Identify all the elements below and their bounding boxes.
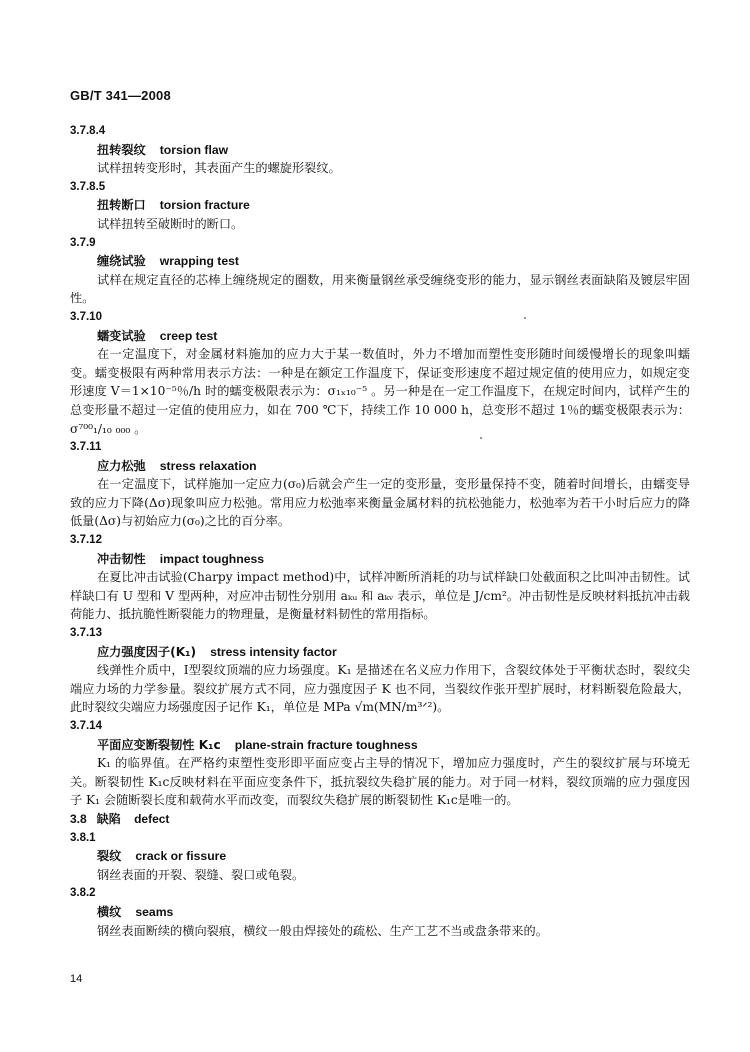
definition-text: 在一定温度下，对金属材料施加的应力大于某一数值时，外力不增加而塑性变形随时间缓慢增长的现象叫蠕变。蠕变极限有两种常用表示方法：一种是在额定工作温度下，保证变形速度不超过规定值的使用应力，如规定变形速度 V＝1×10⁻⁵％/h 时的蠕变极限表示为：σ₁ₓ₁₀⁻⁵ 。另一种是在一定工作温度下，在规定时间内，试样产生的总变形量不超过一定值的使用应力，如在 700 ℃下，持续工作 10 000 h，总变形不超过 1％的蠕变极限表示为：σ⁷⁰⁰₁/₁₀ ₀₀₀ 。 — [70, 347, 690, 436]
term-line — [70, 903, 690, 922]
clause-entry — [70, 531, 690, 624]
clause-number: 3.7.13 — [70, 627, 102, 640]
term-en: impact toughness — [159, 551, 265, 566]
term-line — [70, 550, 690, 569]
definition-text: 钢丝表面的开裂、裂缝、裂口或龟裂。 — [97, 867, 305, 882]
clause-entry — [70, 438, 690, 531]
term-en: wrapping test — [159, 254, 239, 269]
clause-number: 3.7.10 — [70, 310, 102, 323]
clause-entry — [70, 178, 690, 234]
page-number: 14 — [70, 973, 83, 985]
section-title-en: defect — [134, 811, 170, 826]
definition-text: 在夏比冲击试验(Charpy impact method)中，试样冲断所消耗的功与试样缺口处截面积之比叫冲击韧性。试样缺口有 U 型和 V 型两种，对应冲击韧性分别用 aₖᵤ 和 aₖᵥ 表示，单位是 J/cm²。冲击韧性是反映材料抵抗冲击载荷能力、抵抗脆性断裂能力的物理量，是衡量材料韧性的常用指标。 — [70, 570, 690, 622]
clause-number: 3.7.14 — [70, 720, 102, 732]
term-en: torsion fracture — [159, 198, 250, 213]
term-line — [70, 252, 690, 271]
definition-text: 钢丝表面断续的横向裂痕，横纹一般由焊接处的疏松、生产工艺不当或盘条带来的。 — [97, 923, 548, 938]
clause-number: 3.7.11 — [70, 441, 102, 454]
term-zh: 蠕变试验 — [97, 328, 146, 343]
document-body — [70, 122, 690, 940]
term-zh: 平面应变断裂韧性 K₁c — [97, 737, 221, 752]
term-zh: 冲击韧性 — [97, 551, 146, 566]
clause-number: 3.7.8.4 — [70, 125, 106, 137]
definition-text: 线弹性介质中，Ⅰ型裂纹顶端的应力场强度。K₁ 是描述在名义应力作用下，含裂纹体处于平衡状态时，裂纹尖端应力场的力学参量。裂纹扩展方式不同，应力强度因子 K 也不同，当裂纹作张开型扩展时，材料断裂危险最大，此时裂纹尖端应力场强度因子记作 K₁，单位是 MPa √m(MN/m³ᐟ²)。 — [70, 663, 690, 715]
term-zh: 裂纹 — [97, 849, 122, 864]
term-zh: 横纹 — [97, 904, 122, 919]
clause-number: 3.7.12 — [70, 534, 102, 547]
clause-entry — [70, 624, 690, 717]
clause-number: 3.7.9 — [70, 236, 96, 249]
term-line — [70, 141, 690, 160]
entries-list — [70, 122, 690, 810]
term-en: seams — [135, 904, 174, 919]
term-zh: 缠绕试验 — [97, 254, 146, 269]
scan-speck — [480, 437, 482, 439]
clause-number: 3.8.1 — [70, 831, 96, 844]
clause-entry — [70, 122, 690, 178]
term-zh: 应力强度因子(K₁) — [97, 644, 197, 659]
term-line — [70, 643, 690, 662]
clause-number: 3.8.2 — [70, 887, 96, 900]
term-en: torsion flaw — [159, 142, 229, 157]
clause-entry — [70, 884, 690, 940]
term-zh: 扭转裂纹 — [97, 142, 146, 157]
clause-number: 3.7.8.5 — [70, 180, 106, 193]
definition-text: 试样在规定直径的芯棒上缠绕规定的圈数，用来衡量钢丝承受缠绕变形的能力，显示钢丝表面缺陷及镀层牢固性。 — [70, 272, 690, 306]
term-zh: 扭转断口 — [97, 198, 146, 213]
term-line — [70, 327, 690, 346]
term-line — [70, 457, 690, 476]
term-en: stress intensity factor — [210, 644, 337, 659]
definition-text: 试样扭转变形时，其表面产生的螺旋形裂纹。 — [97, 161, 341, 176]
entries-list-defect — [70, 829, 690, 941]
section-title-zh: 缺陷 — [96, 811, 121, 826]
term-line — [70, 847, 690, 866]
clause-entry — [70, 829, 690, 885]
term-en: crack or fissure — [135, 849, 227, 864]
definition-text: 在一定温度下，试样施加一定应力(σ₀)后就会产生一定的变形量，变形量保持不变，随着时间增长，由蠕变导致的应力下降(Δσ)现象叫应力松弛。常用应力松弛率来衡量金属材料的抗松弛能力，松弛率为若干小时后应力的降低量(Δσ)与初始应力(σ₀)之比的百分率。 — [70, 477, 690, 529]
term-zh: 应力松弛 — [97, 458, 146, 473]
section-heading — [70, 810, 690, 829]
clause-entry — [70, 234, 690, 308]
term-en: stress relaxation — [159, 458, 257, 473]
term-en: plane-strain fracture toughness — [234, 737, 418, 752]
section-number: 3.8 — [70, 811, 87, 826]
definition-text: 试样扭转至破断时的断口。 — [97, 216, 244, 231]
definition-text: K₁ 的临界值。在严格约束塑性变形即平面应变占主导的情况下，增加应力强度时，产生的裂纹扩展与环境无关。断裂韧性 K₁c反映材料在平面应变条件下，抵抗裂纹失稳扩展的能力。对于同一材料，裂纹顶端的应力强度因子 K₁ 会随断裂长度和载荷水平而改变，而裂纹失稳扩展的断裂韧性 K₁c是唯一的。 — [70, 756, 690, 808]
standard-code-header: GB/T 341—2008 — [70, 88, 171, 103]
scan-speck — [524, 317, 526, 319]
clause-entry — [70, 308, 690, 438]
term-line — [70, 736, 690, 755]
term-line — [70, 196, 690, 215]
clause-entry — [70, 717, 690, 810]
term-en: creep test — [159, 328, 218, 343]
